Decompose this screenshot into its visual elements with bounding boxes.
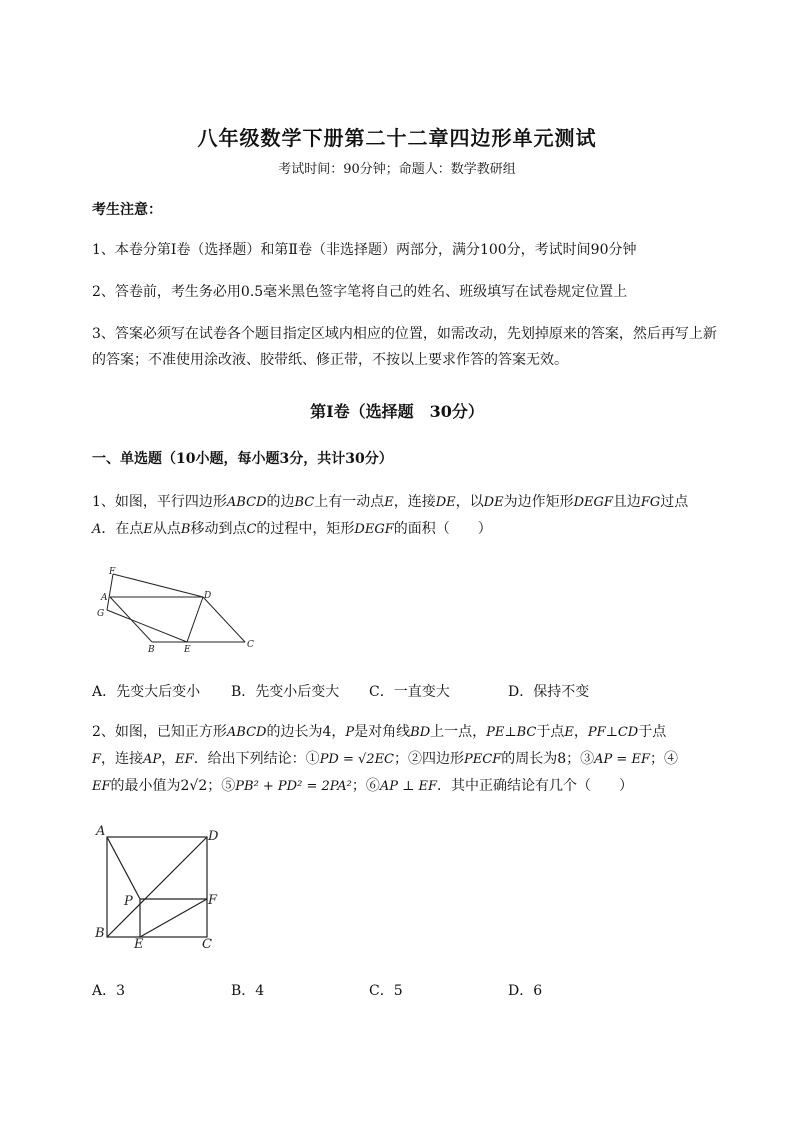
q2-option-a[interactable]: A．3 xyxy=(92,983,126,999)
fig2-label-F: F xyxy=(208,893,218,908)
question-1-figure xyxy=(90,562,260,657)
part-title: 一、单选题（10小题，每小题3分，共计30分） xyxy=(92,451,393,467)
fig1-label-D: D xyxy=(204,591,212,601)
fig2-label-E: E xyxy=(134,937,144,952)
q2-option-c[interactable]: C．5 xyxy=(369,983,403,999)
q1-option-c[interactable]: C．一直变大 xyxy=(369,684,450,700)
q2-option-d[interactable]: D．6 xyxy=(508,983,543,999)
volume-title: 第I卷（选择题 30分） xyxy=(310,402,484,421)
fig2-label-C: C xyxy=(202,937,212,952)
fig1-label-F: F xyxy=(109,567,116,577)
question-1-text: 1、如图，平行四边形ABCD的边BC上有一动点E，连接DE，以DE为边作矩形DEGF且边FG过点 A．在点E从点B移动到点C的过程中，矩形DEGF的面积（ ） xyxy=(92,494,689,537)
fig2-label-B: B xyxy=(95,926,105,941)
fig2-label-D: D xyxy=(208,829,219,844)
q1-option-a[interactable]: A．先变大后变小 xyxy=(92,684,201,700)
notice-item-2: 2、答卷前，考生务必用0.5毫米黑色签字笔将自己的姓名、班级填写在试卷规定位置上 xyxy=(92,284,628,300)
fig1-label-E: E xyxy=(184,645,191,655)
q1-option-d[interactable]: D．保持不变 xyxy=(508,684,590,700)
fig1-label-G: G xyxy=(97,609,105,619)
fig2-label-P: P xyxy=(124,894,133,909)
exam-info: 考试时间：90分钟；命题人：数学教研组 xyxy=(278,162,516,177)
fig1-label-C: C xyxy=(247,640,254,650)
notice-heading: 考生注意： xyxy=(92,202,162,218)
q1-option-b[interactable]: B．先变小后变大 xyxy=(231,684,340,700)
notice-item-3: 3、答案必须写在试卷各个题目指定区域内相应的位置，如需改动，先划掉原来的答案，然后再写上新 xyxy=(92,326,717,342)
notice-item-1: 1、本卷分第I卷（选择题）和第Ⅱ卷（非选择题）两部分，满分100分，考试时间90分钟 xyxy=(92,242,637,258)
fig1-label-A: A xyxy=(101,593,108,603)
notice-item-3-cont: 的答案；不准使用涂改液、胶带纸、修正带，不按以上要求作答的答案无效。 xyxy=(92,352,568,368)
q2-option-b[interactable]: B．4 xyxy=(231,983,265,999)
fig2-label-A: A xyxy=(96,824,106,839)
page-title: 八年级数学下册第二十二章四边形单元测试 xyxy=(197,126,597,150)
question-2-figure xyxy=(90,820,230,955)
question-2-text: 2、如图，已知正方形ABCD的边长为4，P是对角线BD上一点，PE⊥BC于点E，PF⊥CD于点 F，连接AP，EF．给出下列结论：①PD = √2EC；②四边形PECF的周长为8；③AP = EF；④ EF的最小值为2√2；⑤PB² + PD² = 2PA²；⑥AP ⊥ EF．其中正确结论有几个（ ） xyxy=(92,724,678,794)
fig1-label-B: B xyxy=(148,645,155,655)
